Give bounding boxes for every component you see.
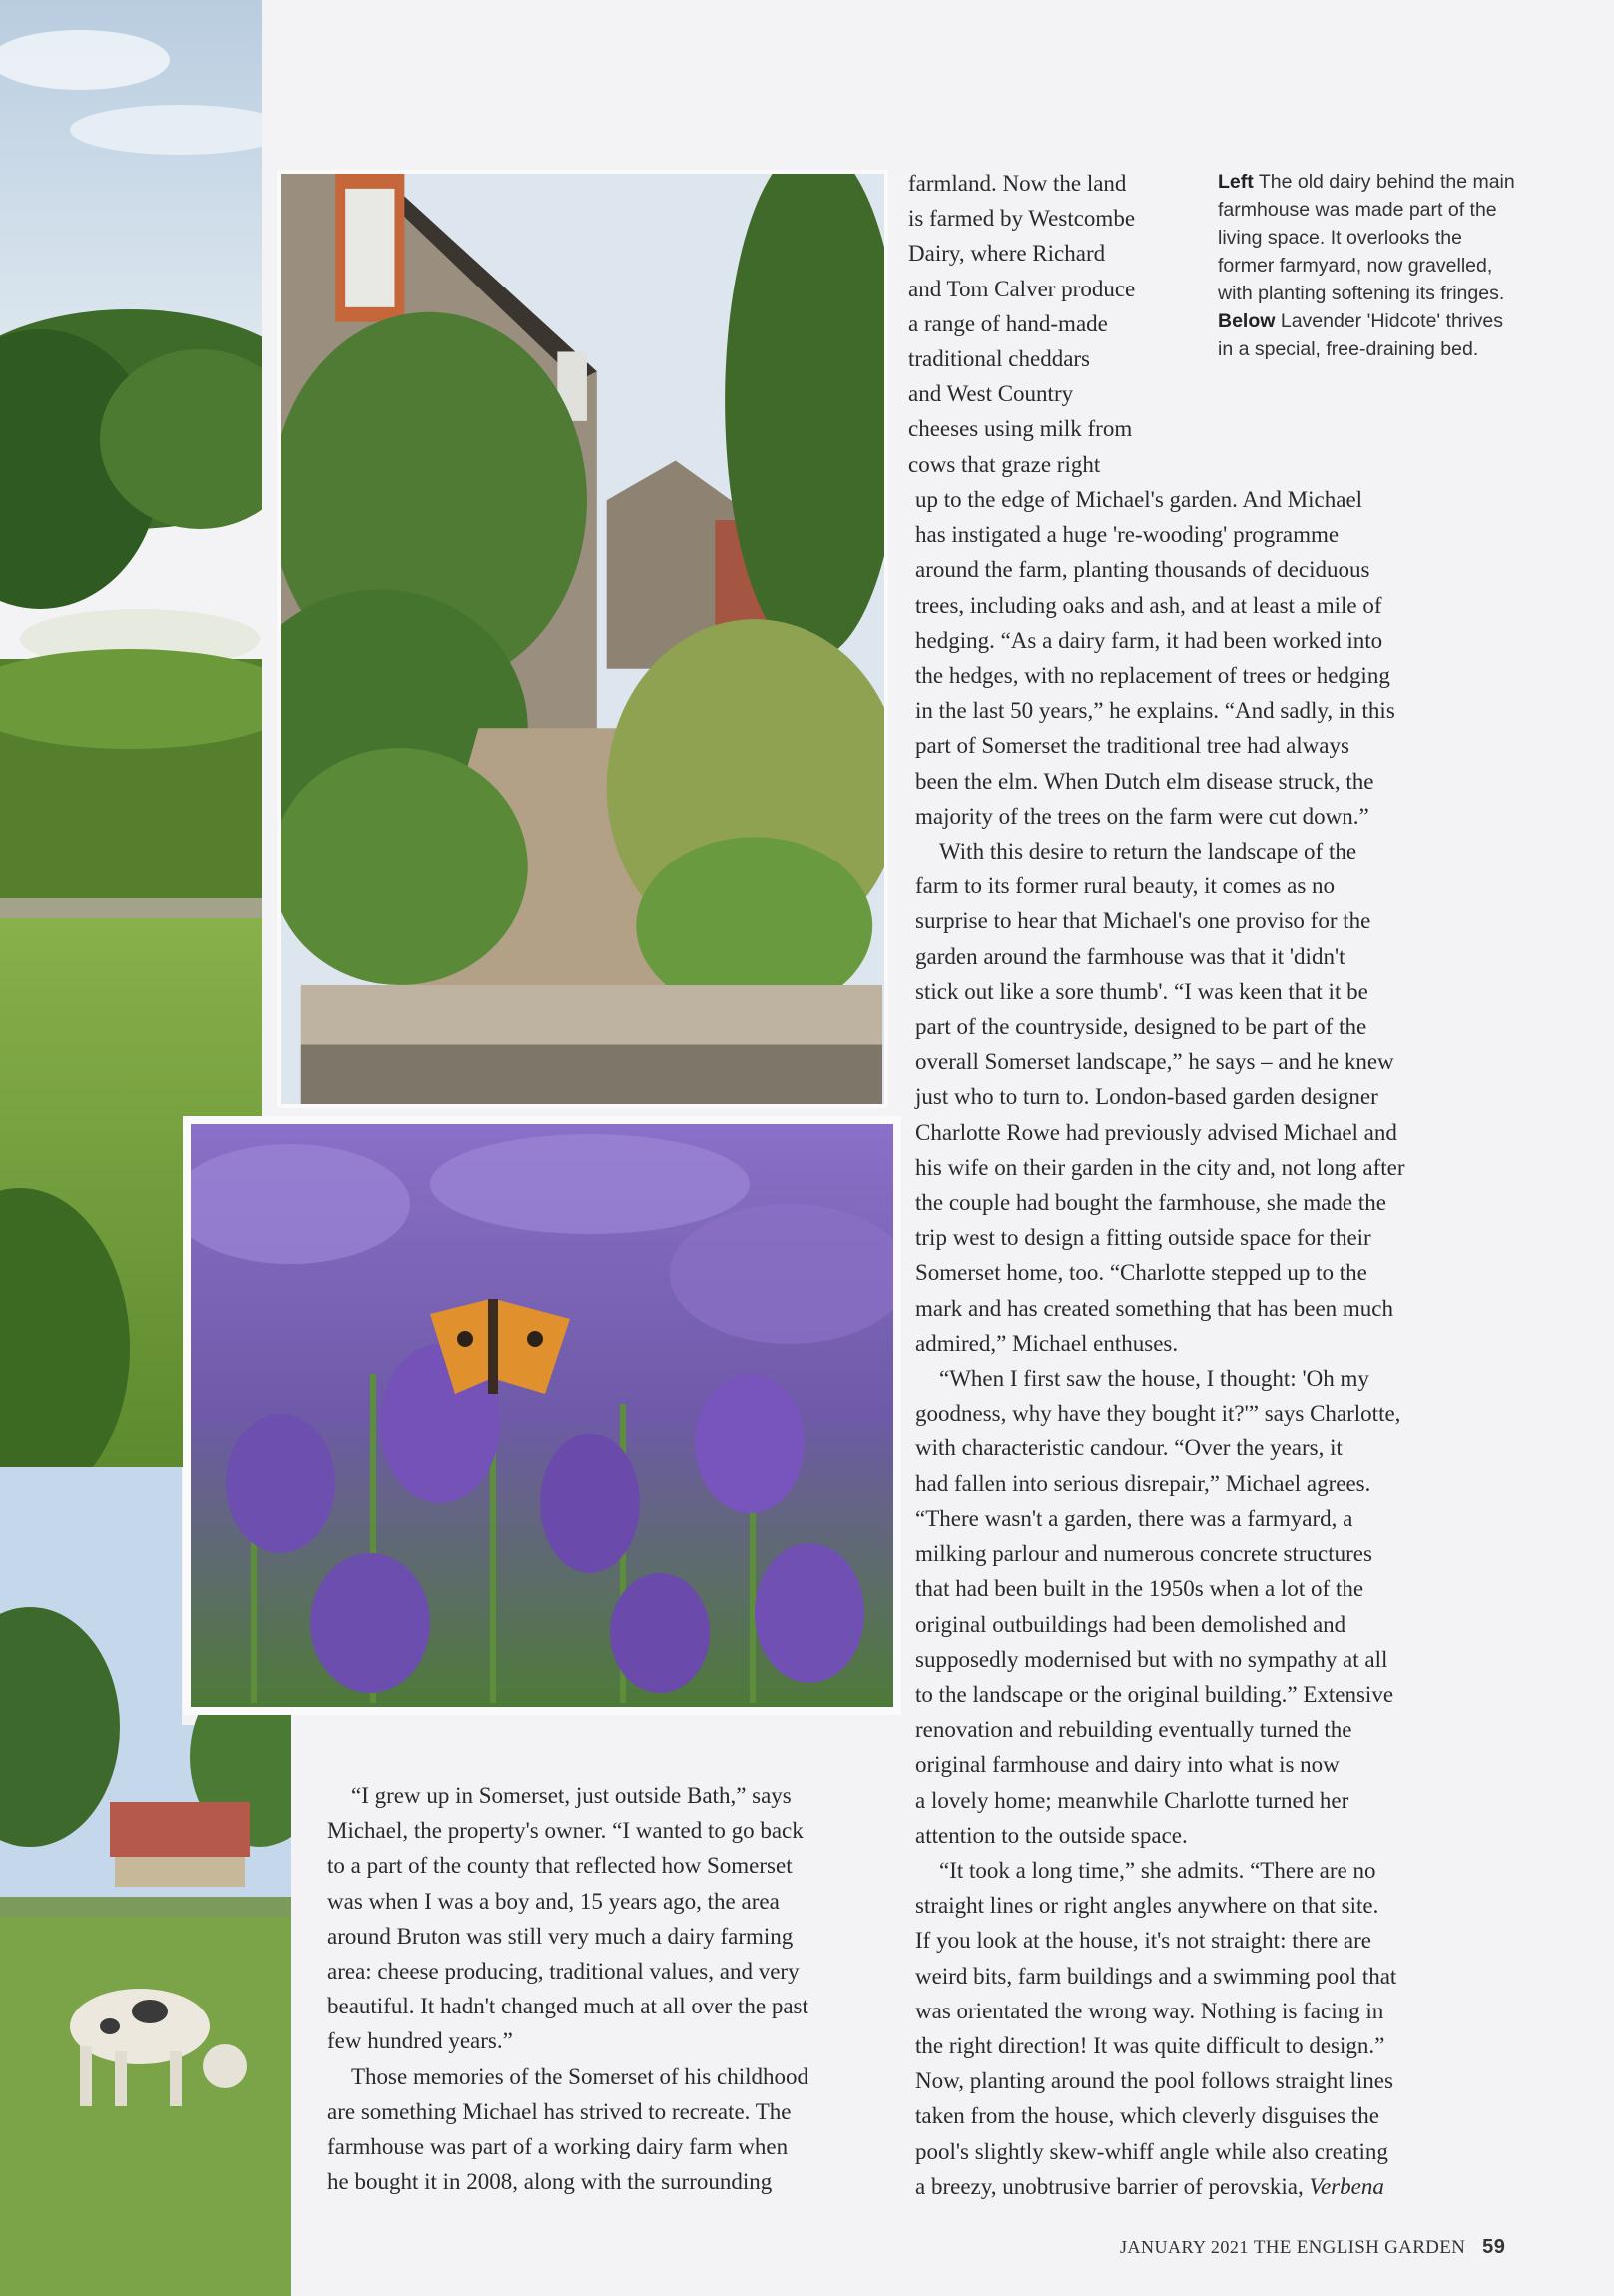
text-line: around the farm, planting thousands of deciduous [915,557,1370,583]
text-line: overall Somerset landscape,” he says – and he knew [915,1049,1394,1075]
text-line: Dairy, where Richard [908,241,1106,267]
text-line: he bought it in 2008, along with the surrounding [327,2169,773,2195]
text-line: surprise to hear that Michael's one proviso for the [915,908,1371,934]
text-line: “When I first saw the house, I thought: 'Oh my [939,1366,1369,1392]
text-line: supposedly modernised but with no sympathy at all [915,1646,1388,1672]
page-number: 59 [1482,2236,1506,2258]
text-line: trip west to design a fitting outside space for their [915,1225,1371,1251]
caption-left-text: The old dairy behind the main farmhouse was made part of the living space. It overlooks the former farmyard, now gravelled, with planting softening its fringes. [1218,171,1515,304]
article-right-column [915,482,1514,2204]
text-line: garden around the farmhouse was that it 'didn't [915,943,1345,969]
text-line: to a part of the county that reflected how Somerset [327,1853,793,1879]
article-right-column-top [908,166,1208,482]
text-line: hedging. “As a dairy farm, it had been worked into [915,627,1383,653]
text-line: mark and has created something that has been much [915,1295,1394,1321]
text-line: part of Somerset the traditional tree had always [915,733,1349,759]
text-line: the hedges, with no replacement of trees or hedging [915,663,1390,689]
text-line: taken from the house, which cleverly disguises the [915,2103,1379,2129]
text-line: the couple had bought the farmhouse, she made the [915,1190,1386,1216]
text-line: part of the countryside, designed to be part of the [915,1014,1367,1040]
text-line: With this desire to return the landscape of the [939,839,1357,864]
text-line-part: a breezy, unobtrusive barrier of perovskia, [915,2173,1304,2199]
text-line: area: cheese producing, traditional values, and very [327,1959,800,1985]
text-line: few hundred years.” [327,2028,513,2054]
text-line [915,2169,1514,2204]
text-line: to the landscape or the original building.” Extensive [915,1681,1394,1707]
text-line: goodness, why have they bought it?'” says Charlotte, [915,1401,1401,1427]
text-line: Michael, the property's owner. “I wanted to go back [327,1818,804,1844]
footer-date: JANUARY 2021 [1120,2237,1249,2257]
caption-below-text: Lavender 'Hidcote' thrives in a special, free-draining bed. [1218,310,1504,360]
text-line: milking parlour and numerous concrete structures [915,1541,1372,1567]
text-line: Now, planting around the pool follows straight lines [915,2068,1393,2094]
text-line: original outbuildings had been demolished and [915,1611,1346,1637]
text-line: Those memories of the Somerset of his childhood [351,2063,809,2089]
italic-word: Verbena [1309,2173,1384,2199]
text-line: Charlotte Rowe had previously advised Michael and [915,1119,1397,1145]
text-line: a lovely home; meanwhile Charlotte turned her [915,1787,1349,1813]
text-line: beautiful. It hadn't changed much at all over the past [327,1994,808,2019]
caption-below-label: Below [1218,310,1276,332]
text-line: and West Country [908,381,1074,407]
text-line: traditional cheddars [908,346,1091,372]
page-footer [1120,2236,1505,2259]
text-line: was orientated the wrong way. Nothing is facing in [915,1998,1384,2023]
text-line: is farmed by Westcombe [908,206,1136,232]
text-line: straight lines or right angles anywhere on that site. [915,1893,1379,1919]
photo-caption [1218,168,1517,363]
text-line: has instigated a huge 're-wooding' programme [915,522,1340,548]
text-line: in the last 50 years,” he explains. “And sadly, in this [915,698,1395,724]
text-line: are something Michael has strived to recreate. The [327,2098,792,2124]
text-line: up to the edge of Michael's garden. And Michael [915,487,1363,512]
text-line: farmhouse was part of a working dairy farm when [327,2134,789,2160]
text-line: stick out like a sore thumb'. “I was keen that it be [915,978,1368,1004]
caption-left-label: Left [1218,171,1254,193]
text-line: attention to the outside space. [915,1822,1188,1848]
text-line: had fallen into serious disrepair,” Michael agrees. [915,1470,1371,1496]
article-left-column [327,1778,906,2199]
lavender-butterfly-photo [183,1116,901,1715]
text-line: “I grew up in Somerset, just outside Bath,” says [351,1783,792,1808]
text-line: If you look at the house, it's not straight: there are [915,1928,1372,1954]
footer-magazine: THE ENGLISH GARDEN [1253,2237,1466,2258]
text-line: “There wasn't a garden, there was a farmyard, a [915,1505,1353,1531]
old-dairy-photo [277,170,888,1108]
text-line: his wife on their garden in the city and, not long after [915,1154,1405,1180]
text-line: farmland. Now the land [908,171,1127,196]
text-line: around Bruton was still very much a dairy farming [327,1923,794,1949]
text-line: the right direction! It was quite difficult to design.” [915,2032,1385,2058]
text-line: farm to its former rural beauty, it comes as no [915,873,1336,899]
text-line: just who to turn to. London-based garden designer [915,1084,1378,1110]
text-line: majority of the trees on the farm were cut down.” [915,803,1369,829]
text-line: was when I was a boy and, 15 years ago, the area [327,1888,780,1914]
text-line: been the elm. When Dutch elm disease struck, the [915,768,1374,794]
text-line: a range of hand-made [908,310,1108,336]
text-line: pool's slightly skew-whiff angle while also creating [915,2138,1388,2164]
text-line: trees, including oaks and ash, and at least a mile of [915,592,1382,618]
text-line: admired,” Michael enthuses. [915,1330,1179,1356]
text-line: “It took a long time,” she admits. “There are no [939,1857,1376,1883]
text-line: that had been built in the 1950s when a lot of the [915,1576,1364,1602]
text-line: cows that graze right [908,451,1101,477]
text-line: original farmhouse and dairy into what is now [915,1752,1340,1778]
text-line: with characteristic candour. “Over the years, it [915,1435,1343,1461]
text-line: weird bits, farm buildings and a swimming pool that [915,1963,1397,1989]
text-line: Somerset home, too. “Charlotte stepped up to the [915,1260,1367,1286]
text-line: and Tom Calver produce [908,276,1136,301]
text-line: renovation and rebuilding eventually turned the [915,1717,1352,1743]
text-line: cheeses using milk from [908,416,1133,442]
